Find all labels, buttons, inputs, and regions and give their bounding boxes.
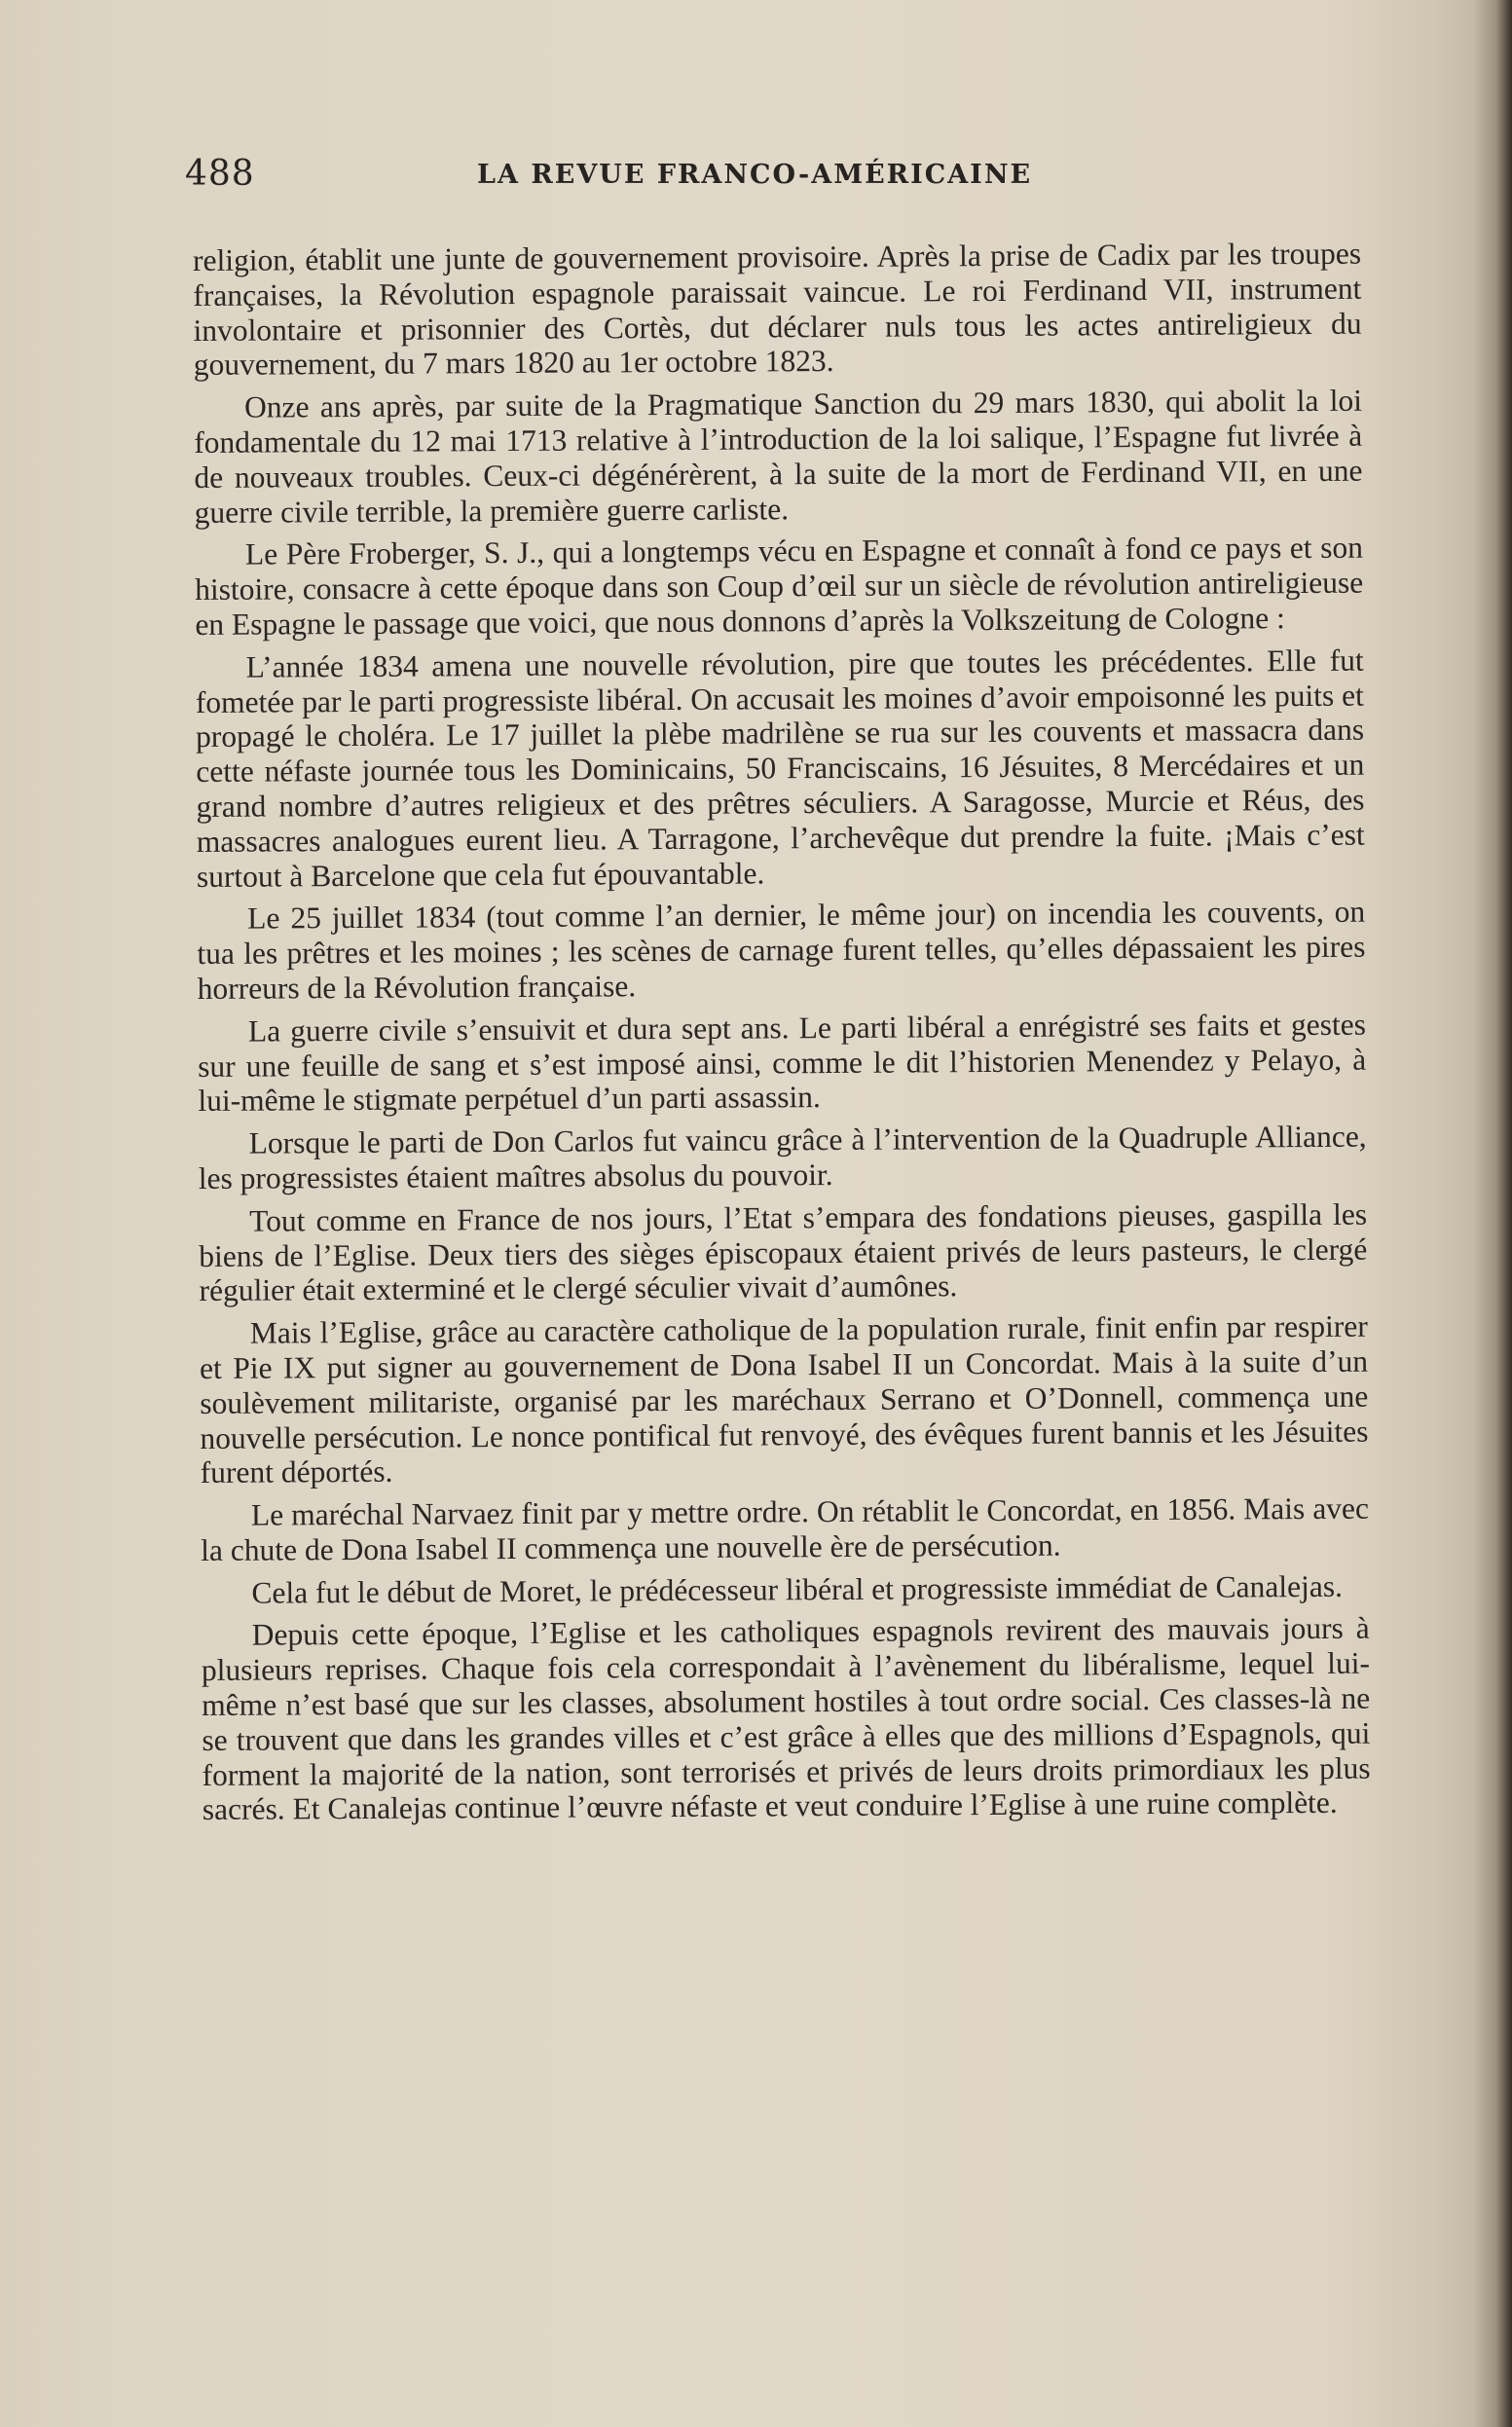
paragraph-1: religion, établit une junte de gouvernement provisoire. Après la prise de Cadix par les troupes françaises, la Révolution espagnole paraissait vaincue. Le roi Ferdinand VII, instrument involontaire et prisonnier des Cortès, dut déclarer nuls tous les actes antireligieux du gouvernement, du 7 mars 1820 au 1er octobre 1823. [193,236,1362,383]
running-head: LA REVUE FRANCO-AMÉRICAINE [477,160,1033,190]
page-number: 488 [185,154,255,194]
paragraph-8: Tout comme en France de nos jours, l’Etat s’empara des fondations pieuses, gaspilla les biens de l’Eglise. Deux tiers des sièges épiscopaux étaient privés de leurs pasteurs, le clergé régulier était exterminé et le clergé séculier vivait d’aumônes. [199,1196,1368,1308]
paragraph-12: Depuis cette époque, l’Eglise et les catholiques espagnols revirent des mauvais jours à plusieurs reprises. Chaque fois cela correspondait à l’avènement du libéralisme, lequel lui-même n’est basé que sur les classes, absolument hostiles à tout ordre social. Ces classes-là ne se trouvent que dans les grandes villes et c’est grâce à elles que des millions d’Espagnols, qui forment la majorité de la nation, sont terrorisés et privés de leurs droits primordiaux les plus sacrés. Et Canalejas continue l’œuvre néfaste et veut conduire l’Eglise à une ruine complète. [201,1611,1371,1827]
paragraph-3: Le Père Froberger, S. J., qui a longtemps vécu en Espagne et connaît à fond ce pays et son histoire, consacre à cette époque dans son Coup d’œil sur un siècle de révolution antireligieuse en Espagne le passage que voici, que nous donnons d’après la Volkszeitung de Cologne : [195,531,1364,642]
paragraph-10: Le maréchal Narvaez finit par y mettre ordre. On rétablit le Concordat, en 1856. Mais avec la chute de Dona Isabel II commença une nouvelle ère de persécution. [201,1490,1370,1567]
page-header [185,154,1373,202]
paragraph-7: Lorsque le parti de Don Carlos fut vaincu grâce à l’intervention de la Quadruple Alliance, les progressistes étaient maîtres absolus du pouvoir. [198,1119,1367,1195]
paragraph-4: L’année 1834 amena une nouvelle révolution, pire que toutes les précédentes. Elle fut fometée par le parti progressiste libéral. On accusait les moines d’avoir empoisonné les puits et propagé le choléra. Le 17 juillet la plèbe madrilène se rua sur les couvents et massacra dans cette néfaste journée tous les Dominicains, 50 Franciscains, 16 Jésuites, 8 Mercédaires et un grand nombre d’autres religieux et des prêtres séculiers. A Saragosse, Murcie et Réus, des massacres analogues eurent lieu. A Tarragone, l’archevêque dut prendre la fuite. ¡Mais c’est surtout à Barcelone que cela fut épouvantable. [195,643,1365,894]
paragraph-9: Mais l’Eglise, grâce au caractère catholique de la population rurale, finit enfin par respirer et Pie IX put signer au gouvernement de Dona Isabel II un Concordat. Mais à la suite d’un soulèvement militariste, organisé par les maréchaux Serrano et O’Donnell, commença une nouvelle persécution. Le nonce pontifical fut renvoyé, des évêques furent bannis et les Jésuites furent déportés. [199,1308,1369,1490]
paragraph-11: Cela fut le début de Moret, le prédécesseur libéral et progressiste immédiat de Canalejas. [251,1568,1344,1610]
binding-shadow [1473,0,1512,2427]
paragraph-2: Onze ans après, par suite de la Pragmatique Sanction du 29 mars 1830, qui abolit la loi fondamentale du 12 mai 1713 relative à l’introduction de la loi salique, l’Espagne fut livrée à de nouveaux troubles. Ceux-ci dégénérèrent, à la suite de la mort de Ferdinand VII, en une guerre civile terrible, la première guerre carliste. [194,383,1363,530]
paragraph-6: La guerre civile s’ensuivit et dura sept ans. Le parti libéral a enrégistré ses faits et gestes sur une feuille de sang et s’est imposé ainsi, comme le dit l’historien Menendez y Pelayo, à lui-même le stigmate perpétuel d’un parti assassin. [198,1007,1367,1119]
body-text [193,237,1371,1836]
paragraph-5: Le 25 juillet 1834 (tout comme l’an dernier, le même jour) on incendia les couvents, on tua les prêtres et les moines ; les scènes de carnage furent telles, qu’elles dépassaient les pires horreurs de la Révolution française. [197,895,1366,1006]
